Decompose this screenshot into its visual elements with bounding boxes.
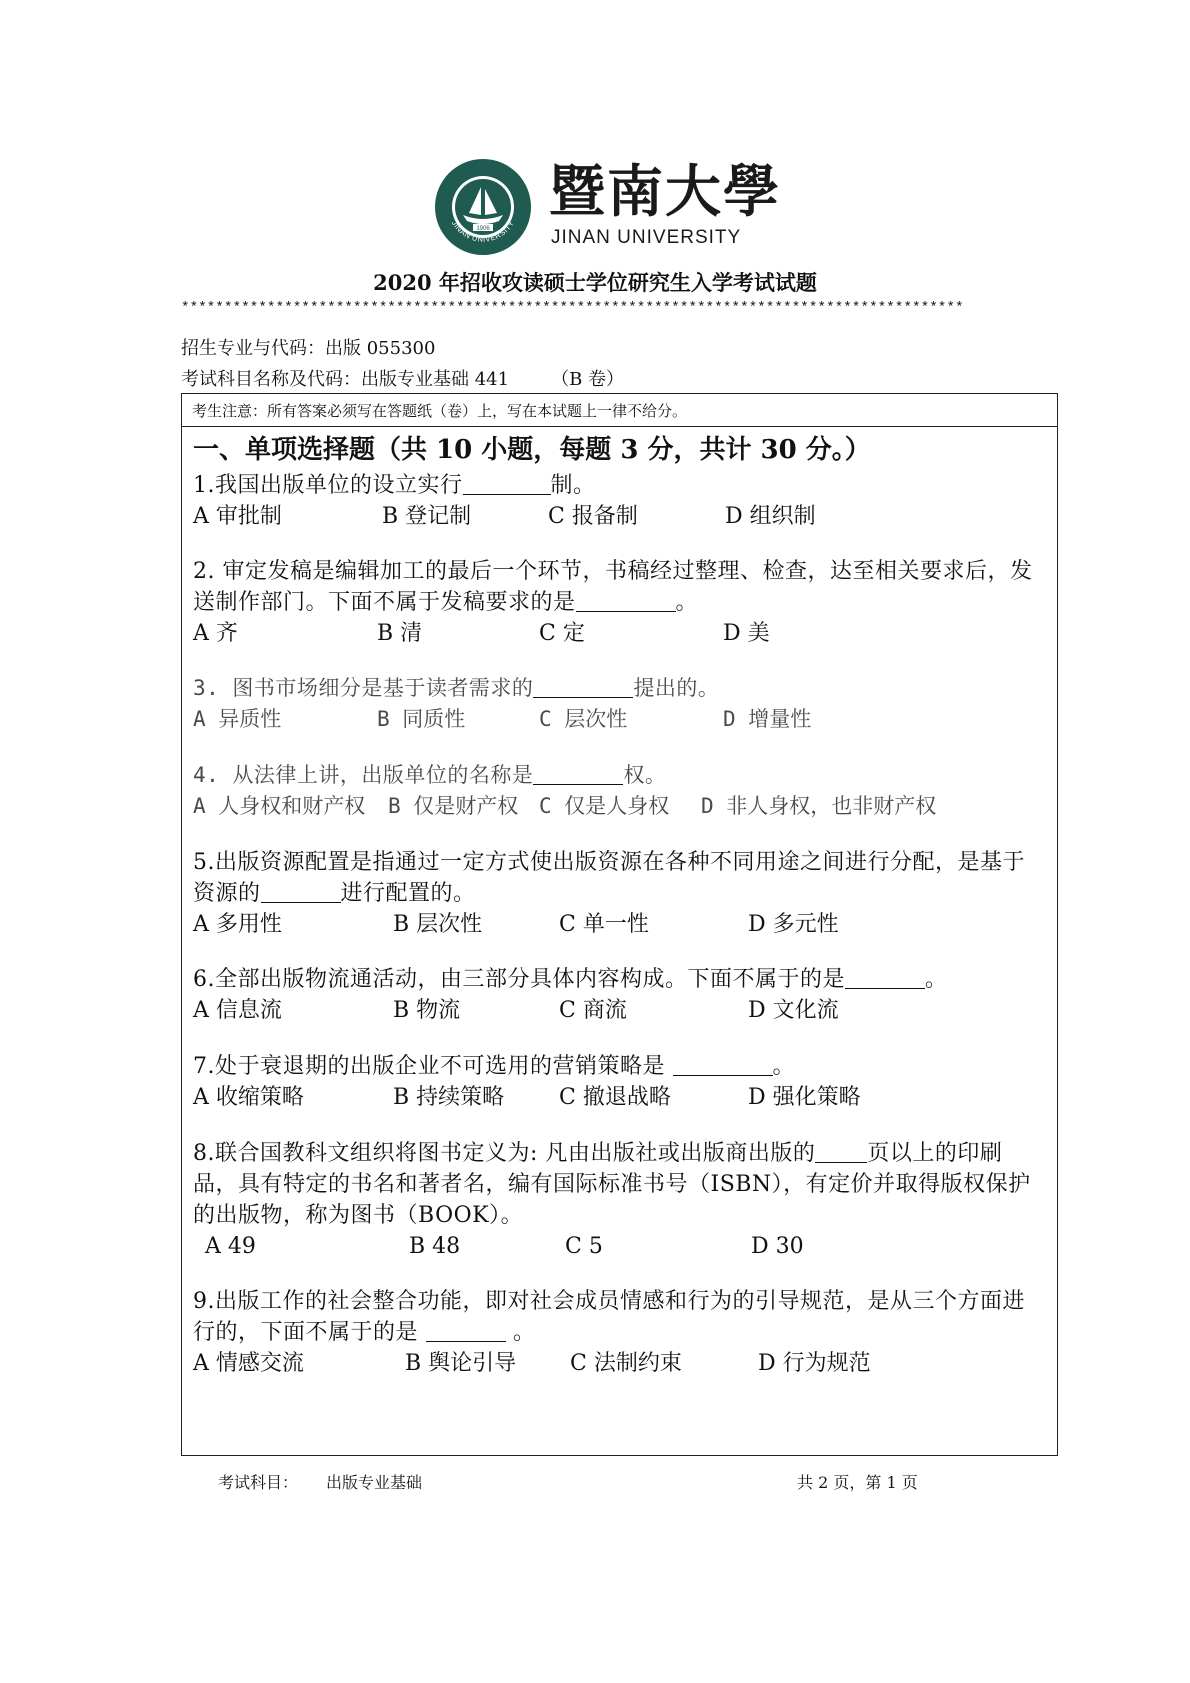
question-2 [193, 556, 1045, 649]
seal-year: 1906 [476, 226, 490, 232]
option-b: B 仅是财产权 [388, 794, 519, 818]
question-stem: 2. 审定发稿是编辑加工的最后一个环节，书稿经过整理、检查，达至相关要求后，发送制作部门。下面不属于发稿要求的是 。 [193, 559, 1033, 615]
options-row [193, 791, 1045, 822]
answer-blank [463, 472, 551, 495]
university-name-cn: 暨南大學 [549, 159, 781, 225]
option-a: A 齐 [193, 621, 238, 646]
option-c: C 报备制 [548, 504, 638, 529]
exam-title: 2020 年招收攻读硕士学位研究生入学考试试题 [373, 270, 817, 295]
university-seal-icon [433, 157, 533, 257]
option-d: D 强化策略 [748, 1085, 861, 1110]
answer-blank [533, 762, 623, 785]
options-row [193, 909, 1045, 940]
option-d: D 文化流 [748, 998, 839, 1023]
option-b: B 登记制 [382, 504, 472, 529]
subject-line [181, 365, 624, 391]
option-b: B 物流 [393, 998, 461, 1023]
seal-text: JINAN UNIVERSITY [449, 218, 517, 244]
option-a: A 49 [205, 1234, 256, 1259]
answer-blank [533, 675, 633, 698]
option-b: B 同质性 [377, 707, 466, 731]
section-title: 一、单项选择题（共 10 小题，每题 3 分，共计 30 分。） [193, 435, 871, 465]
option-d: D 美 [723, 621, 770, 646]
star-divider: ******************************************************************************************* [181, 300, 964, 316]
options-row [193, 995, 1045, 1026]
footer-subject-label: 考试科目： [218, 1473, 299, 1492]
option-a: A 审批制 [193, 504, 282, 529]
footer-subject [218, 1470, 422, 1493]
answer-blank [673, 1053, 773, 1076]
footer-page-info: 共 2 页，第 1 页 [797, 1473, 918, 1492]
option-d: D 30 [751, 1234, 804, 1259]
question-stem: 4. 从法律上讲，出版单位的名称是 权。 [193, 763, 667, 787]
option-c: C 商流 [559, 998, 627, 1023]
option-c: C 定 [539, 621, 585, 646]
option-c: C 撤退战略 [559, 1085, 671, 1110]
candidate-notice: 考生注意：所有答案必须写在答题纸（卷）上，写在本试题上一律不给分。 [182, 394, 1057, 427]
answer-blank [815, 1140, 867, 1163]
option-b: B 清 [377, 621, 423, 646]
question-1 [193, 470, 1045, 532]
option-b: B 舆论引导 [405, 1351, 517, 1376]
option-d: D 行为规范 [758, 1351, 871, 1376]
options-row [193, 1348, 1045, 1379]
footer-subject-value: 出版专业基础 [326, 1473, 423, 1492]
question-stem: 5.出版资源配置是指通过一定方式使出版资源在各种不同用途之间进行分配，是基于资源的 进行配置的。 [193, 850, 1025, 906]
exam-box [181, 393, 1058, 1456]
major-line: 招生专业与代码：出版 055300 [181, 338, 436, 359]
option-c: C 仅是人身权 [539, 794, 670, 818]
answer-blank [845, 966, 925, 989]
question-stem: 3. 图书市场细分是基于读者需求的 提出的。 [193, 676, 720, 700]
option-a: A 收缩策略 [193, 1085, 304, 1110]
option-d: D 非人身权，也非财产权 [701, 794, 937, 818]
options-row [193, 618, 1045, 649]
option-a: A 信息流 [193, 998, 282, 1023]
option-b: B 持续策略 [393, 1085, 505, 1110]
option-c: C 单一性 [559, 912, 649, 937]
answer-blank [576, 589, 676, 612]
options-row [193, 1082, 1045, 1113]
university-name-en: JINAN UNIVERSITY [551, 227, 742, 248]
question-4 [193, 760, 1045, 822]
question-6 [193, 964, 1045, 1026]
exam-content [193, 430, 1045, 1376]
paper-tag: （B 卷） [551, 369, 625, 390]
question-stem: 1.我国出版单位的设立实行 制。 [193, 473, 596, 498]
option-d: D 增量性 [723, 707, 812, 731]
subject-name-code: 考试科目名称及代码：出版专业基础 441 [181, 369, 510, 390]
answer-blank [426, 1319, 506, 1342]
question-stem: 7.处于衰退期的出版企业不可选用的营销策略是 。 [193, 1054, 796, 1079]
option-d: D 多元性 [748, 912, 839, 937]
option-a: A 多用性 [193, 912, 282, 937]
question-stem: 9.出版工作的社会整合功能，即对社会成员情感和行为的引导规范，是从三个方面进行的，下面不属于的是 。 [193, 1289, 1025, 1345]
option-d: D 组织制 [725, 504, 816, 529]
option-c: C 5 [565, 1234, 603, 1259]
question-7 [193, 1051, 1045, 1113]
options-row [193, 501, 1045, 532]
option-c: C 层次性 [539, 707, 628, 731]
option-a: A 异质性 [193, 707, 282, 731]
options-row [193, 1231, 1045, 1262]
option-c: C 法制约束 [570, 1351, 682, 1376]
question-stem: 8.联合国教科文组织将图书定义为: 凡由出版社或出版商出版的 页以上的印刷品，具有特定的书名和著者名，编有国际标准书号（ISBN），有定价并取得版权保护的出版物，称为图书（BOOK）。 [193, 1141, 1031, 1228]
question-3 [193, 673, 1045, 735]
option-b: B 层次性 [393, 912, 483, 937]
options-row [193, 704, 1045, 735]
question-9 [193, 1286, 1045, 1379]
question-8 [193, 1138, 1045, 1262]
question-stem: 6.全部出版物流通活动，由三部分具体内容构成。下面不属于的是 。 [193, 967, 948, 992]
question-5 [193, 847, 1045, 940]
university-logo [433, 157, 781, 257]
option-a: A 人身权和财产权 [193, 794, 366, 818]
answer-blank [261, 880, 341, 903]
option-b: B 48 [409, 1234, 461, 1259]
option-a: A 情感交流 [193, 1351, 304, 1376]
